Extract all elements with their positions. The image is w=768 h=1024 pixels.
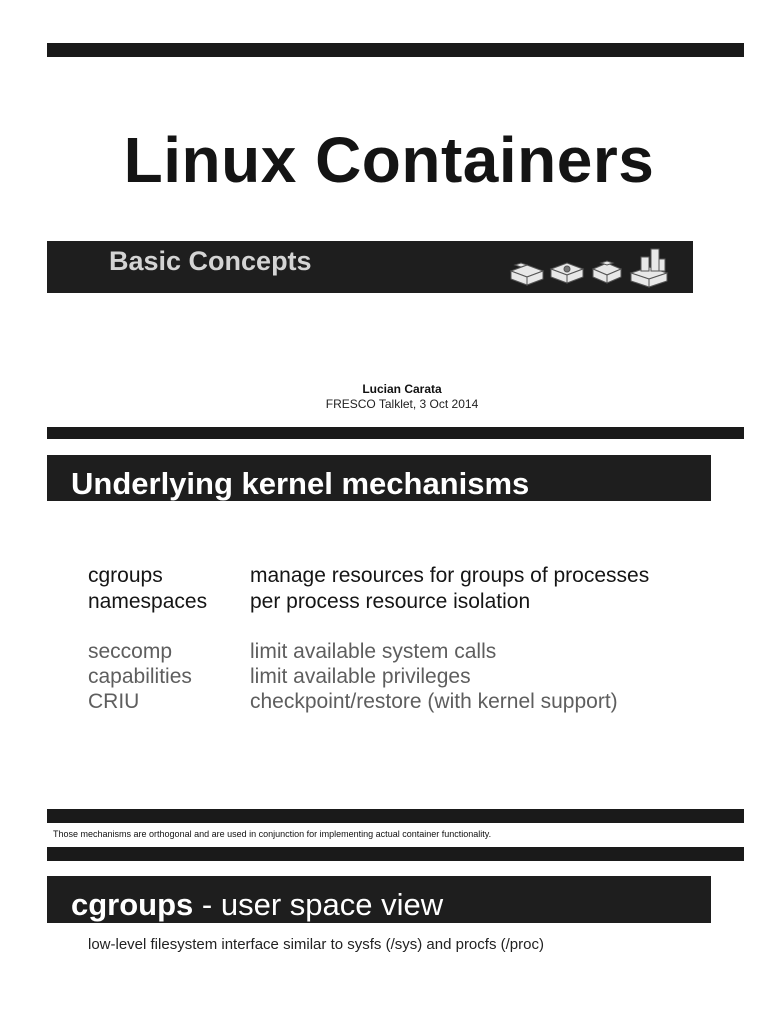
container-cube-icon (511, 263, 543, 285)
slide-body-text: low-level filesystem interface similar to sysfs (/sys) and procfs (/proc) (88, 936, 544, 953)
mechanism-desc: limit available system calls (250, 640, 497, 663)
mechanism-term: namespaces (88, 590, 208, 613)
slide-bottom-rule (47, 427, 744, 439)
mechanism-term: cgroups (88, 564, 163, 587)
slide-heading (47, 876, 711, 923)
mechanism-row (88, 564, 649, 588)
mechanism-row (88, 690, 618, 714)
subtitle-bar (47, 241, 693, 293)
slide-heading: Underlying kernel mechanisms (47, 455, 711, 501)
author-name: Lucian Carata (362, 382, 442, 396)
mechanism-desc: checkpoint/restore (with kernel support) (250, 690, 618, 713)
mechanism-row (88, 665, 471, 689)
container-stack-icon (631, 249, 667, 287)
mechanism-row (88, 590, 530, 614)
container-cube-icon (551, 263, 583, 283)
footnote: Those mechanisms are orthogonal and are used in conjunction for implementing actual container functionality. (53, 829, 492, 839)
mechanism-term: CRIU (88, 690, 140, 713)
mechanism-desc: limit available privileges (250, 665, 471, 688)
footnote-bottom-rule (47, 847, 744, 861)
slide-title: Linux Containers (123, 124, 655, 196)
heading-keyword: cgroups (71, 887, 194, 922)
event-info: FRESCO Talklet, 3 Oct 2014 (325, 397, 479, 411)
container-cube-icon (593, 261, 621, 283)
container-icons (505, 245, 685, 289)
mechanism-term: capabilities (88, 665, 192, 688)
heading-rest: - user space view (193, 887, 444, 922)
mechanism-desc: manage resources for groups of processes (250, 564, 650, 587)
mechanism-row (88, 640, 496, 664)
mechanism-term: seccomp (88, 640, 173, 663)
slide-top-rule (47, 43, 744, 57)
subtitle-text: Basic Concepts (109, 246, 312, 276)
footnote-top-rule (47, 809, 744, 823)
mechanism-desc: per process resource isolation (250, 590, 531, 613)
